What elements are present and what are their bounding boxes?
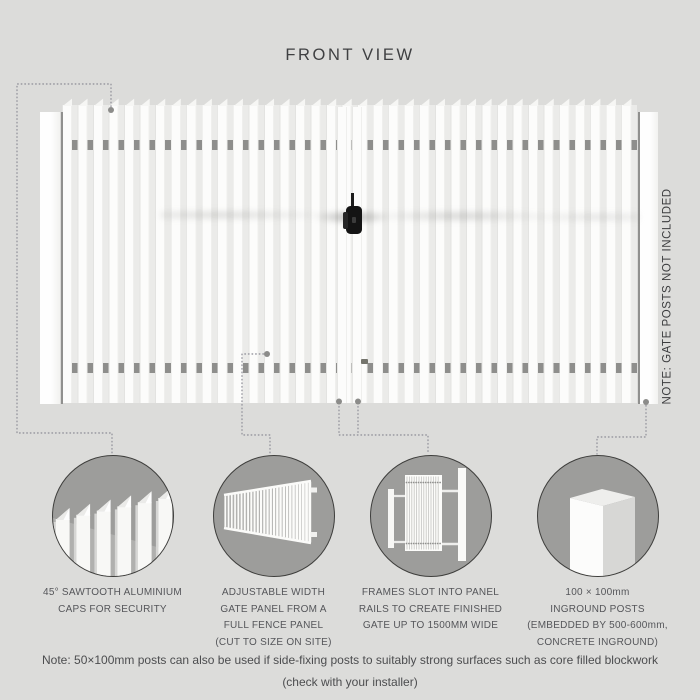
gate-panel-icon <box>214 456 335 577</box>
gate-slats <box>62 105 637 403</box>
page-title: FRONT VIEW <box>285 46 415 64</box>
inground-post-icon <box>538 456 659 577</box>
callout-circle-sawtooth-caps <box>52 455 174 577</box>
drop-bolt <box>361 359 368 364</box>
callout-label-inground-post <box>508 585 688 651</box>
label-line: GATE UP TO 1500MM WIDE <box>362 620 499 631</box>
frame-slot-icon <box>371 456 492 577</box>
callout-label-frame-slot <box>341 585 521 635</box>
sawtooth-caps-strip <box>62 98 637 106</box>
callout-circle-inground-post <box>537 455 659 577</box>
label-line: (CUT TO SIZE ON SITE) <box>215 636 332 648</box>
footnote-line-1: Note: 50×100mm posts can also be used if side-fixing posts to suitably strong surfaces such as core filled blockwork <box>42 653 658 667</box>
right-gate-post <box>640 112 658 404</box>
label-line: GATE PANEL FROM A <box>220 603 327 615</box>
callout-circle-frame-slot <box>370 455 492 577</box>
callout-label-sawtooth-caps <box>23 585 203 618</box>
footnote-line-2: (check with your installer) <box>282 674 418 689</box>
label-line: 100 × 100mm <box>565 587 630 598</box>
label-line: FRAMES SLOT INTO PANEL <box>361 587 500 598</box>
label-line: (EMBEDDED BY 500-600mm, <box>527 620 668 631</box>
label-line: 45° SAWTOOTH ALUMINIUM <box>43 587 182 598</box>
label-line: CAPS FOR SECURITY <box>58 603 167 615</box>
callout-label-gate-panel <box>184 585 364 651</box>
left-gate-post <box>40 112 60 404</box>
footnote <box>0 650 700 693</box>
latch-tab <box>343 212 348 229</box>
gate-left-leaf-frame <box>337 107 347 403</box>
latch-shadow <box>160 203 640 231</box>
label-line: FULL FENCE PANEL <box>223 620 324 631</box>
callout-circle-gate-panel <box>213 455 335 577</box>
latch-keyhole <box>352 217 356 223</box>
label-line: INGROUND POSTS <box>550 603 645 615</box>
right-post-seam <box>638 112 640 404</box>
gate-posts-note: NOTE: GATE POSTS NOT INCLUDED <box>661 188 674 405</box>
label-line: CONCRETE INGROUND) <box>536 636 659 648</box>
label-line: RAILS TO CREATE FINISHED <box>358 603 503 615</box>
sawtooth-caps-icon <box>53 456 174 577</box>
label-line: ADJUSTABLE WIDTH <box>221 587 326 598</box>
left-post-seam <box>61 112 63 404</box>
